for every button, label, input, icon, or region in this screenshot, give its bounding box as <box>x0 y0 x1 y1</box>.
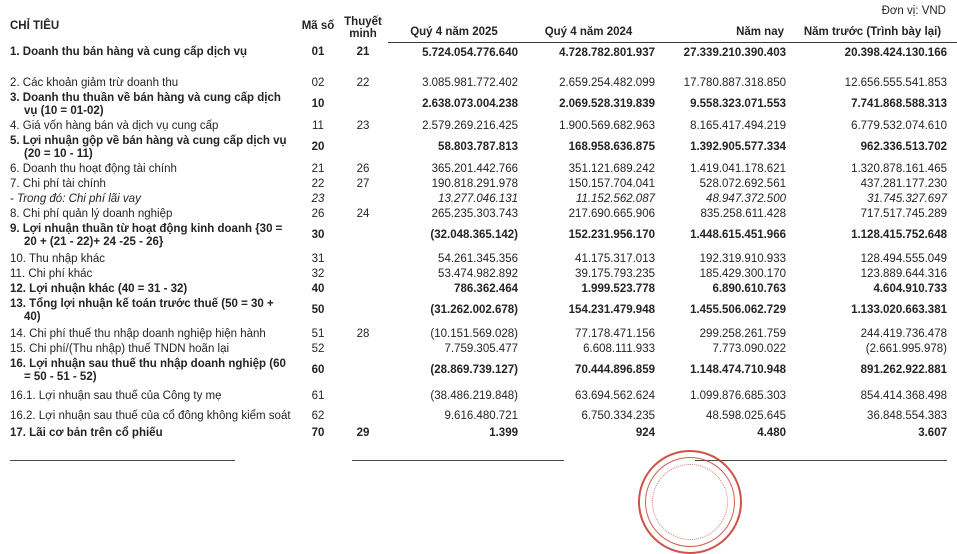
table-row <box>0 267 957 282</box>
cell-year-prior: 6.779.532.074.610 <box>851 119 947 132</box>
cell-year-prior: 7.741.868.588.313 <box>851 98 947 110</box>
cell-q4-2024: 150.157.704.041 <box>568 177 655 190</box>
cell-note <box>338 282 388 297</box>
cell-q4-2024: 168.958.636.875 <box>568 141 655 153</box>
cell-criteria: 8. Chi phí quản lý doanh nghiệp <box>10 207 173 220</box>
cell-year-prior: 3.607 <box>918 426 947 439</box>
cell-year-prior: (2.661.995.978) <box>865 342 947 355</box>
cell-criteria: 1. Doanh thu bán hàng và cung cấp dịch vụ <box>10 46 248 59</box>
red-seal-stamp <box>638 450 742 554</box>
cell-note: 27 <box>356 177 370 190</box>
cell-criteria: 6. Doanh thu hoạt động tài chính <box>10 162 177 175</box>
cell-code: 22 <box>311 177 325 190</box>
header-q4-2024: Quý 4 năm 2024 <box>520 16 657 42</box>
table-row <box>0 91 957 119</box>
cell-year-current: 185.429.300.170 <box>699 267 786 280</box>
cell-criteria: 14. Chi phí thuế thu nhập doanh nghiệp hiện hành <box>10 327 266 340</box>
cell-code: 10 <box>311 98 325 110</box>
table-row <box>0 325 957 342</box>
cell-year-current: 17.780.887.318.850 <box>683 76 786 89</box>
cell-code: 50 <box>311 304 325 316</box>
cell-criteria: 7. Chi phí tài chính <box>10 177 106 190</box>
cell-q4-2024: 1.999.523.778 <box>581 282 655 295</box>
cell-q4-2024: 924 <box>635 426 655 439</box>
header-year-prior: Năm trước (Trình bày lại) <box>788 16 957 42</box>
cell-year-current: 1.392.905.577.334 <box>690 141 786 153</box>
cell-year-prior: 128.494.555.049 <box>860 252 947 265</box>
cell-q4-2024: 41.175.317.013 <box>575 252 655 265</box>
table-row <box>0 67 957 91</box>
cell-q4-2025: 3.085.981.772.402 <box>422 76 518 89</box>
cell-year-current: 6.890.610.763 <box>712 282 786 295</box>
cell-note <box>338 406 388 424</box>
cell-code: 32 <box>311 267 325 280</box>
cell-q4-2025: 265.235.303.743 <box>431 207 518 220</box>
unit-label: Đơn vị: VND <box>881 5 946 17</box>
cell-q4-2024: 70.444.896.859 <box>575 364 655 376</box>
cell-q4-2024: 217.690.665.906 <box>568 207 655 220</box>
cell-criteria: 5. Lợi nhuận gộp về bán hàng và cung cấp dịch vụ (20 = 10 - 11) <box>10 134 287 160</box>
cell-code: 21 <box>311 162 325 175</box>
header-year-current: Năm nay <box>657 16 788 42</box>
cell-q4-2024: 6.608.111.933 <box>583 342 655 355</box>
table-row <box>0 207 957 222</box>
cell-year-prior: 437.281.177.230 <box>860 177 947 190</box>
cell-note: 24 <box>356 207 370 220</box>
cell-criteria: 10. Thu nhập khác <box>10 252 106 265</box>
table-row <box>0 357 957 385</box>
cell-year-prior: 244.419.736.478 <box>860 327 947 340</box>
cell-year-prior: 20.398.424.130.166 <box>844 46 947 59</box>
cell-note <box>338 342 388 357</box>
cell-code: 40 <box>311 282 325 295</box>
cell-criteria: 16.1. Lợi nhuận sau thuế của Công ty mẹ <box>10 389 222 402</box>
cell-q4-2025: (31.262.002.678) <box>430 304 518 316</box>
table-row <box>0 222 957 250</box>
cell-code: 70 <box>311 426 325 439</box>
cell-q4-2025: (38.486.219.848) <box>430 389 518 402</box>
cell-q4-2024: 351.121.689.242 <box>568 162 655 175</box>
cell-year-current: 1.455.506.062.729 <box>690 304 786 316</box>
cell-q4-2024: 2.659.254.482.099 <box>559 76 655 89</box>
header-q4-2025: Quý 4 năm 2025 <box>388 16 520 42</box>
cell-year-current: 192.319.910.933 <box>699 252 786 265</box>
cell-year-prior: 1.133.020.663.381 <box>851 304 947 316</box>
cell-criteria: 12. Lợi nhuận khác (40 = 31 - 32) <box>10 282 188 295</box>
cell-q4-2024: 6.750.334.235 <box>581 409 655 422</box>
income-statement-table <box>0 16 957 443</box>
cell-year-prior: 962.336.513.702 <box>860 141 947 153</box>
cell-year-prior: 31.745.327.697 <box>867 192 947 205</box>
cell-q4-2025: 9.616.480.721 <box>444 409 518 422</box>
header-code: Mã số <box>301 20 335 32</box>
cell-code: 20 <box>311 141 325 153</box>
cell-q4-2024: 77.178.471.156 <box>575 327 655 340</box>
cell-code: 26 <box>311 207 325 220</box>
cell-code: 11 <box>312 119 324 132</box>
cell-q4-2025: (28.869.739.127) <box>430 364 518 376</box>
cell-year-prior: 854.414.368.498 <box>860 389 947 402</box>
cell-year-prior: 36.848.554.383 <box>867 409 947 422</box>
cell-year-current: 1.099.876.685.303 <box>690 389 786 402</box>
table-row <box>0 42 957 67</box>
cell-year-prior: 1.320.878.161.465 <box>851 162 947 175</box>
cell-note <box>338 297 388 325</box>
cell-year-current: 835.258.611.428 <box>700 207 786 220</box>
cell-note: 21 <box>356 46 370 59</box>
cell-code: 52 <box>311 342 325 355</box>
cell-criteria: 16.2. Lợi nhuận sau thuế của cổ đông không kiểm soát <box>10 409 291 422</box>
cell-criteria: 2. Các khoản giảm trừ doanh thu <box>10 76 179 89</box>
cell-code: 01 <box>311 46 325 59</box>
table-row <box>0 134 957 162</box>
cell-criteria: - Trong đó: Chi phí lãi vay <box>10 192 141 205</box>
cell-note <box>338 91 388 119</box>
table-row <box>0 342 957 357</box>
cell-year-current: 299.258.261.759 <box>699 327 786 340</box>
cell-year-current: 1.448.615.451.966 <box>690 229 786 241</box>
cell-q4-2025: 7.759.305.477 <box>444 342 518 355</box>
cell-year-prior: 4.604.910.733 <box>873 282 947 295</box>
cell-q4-2024: 39.175.793.235 <box>575 267 655 280</box>
cell-q4-2024: 154.231.479.948 <box>568 304 655 316</box>
cell-year-current: 4.480 <box>757 426 786 439</box>
bottom-rule-middle <box>352 460 564 461</box>
table-row <box>0 385 957 406</box>
cell-criteria: 13. Tổng lợi nhuận kế toán trước thuế (50 = 30 + 40) <box>10 297 274 323</box>
table-row <box>0 297 957 325</box>
cell-criteria: 4. Giá vốn hàng bán và dịch vụ cung cấp <box>10 119 219 132</box>
cell-criteria: 15. Chi phí/(Thu nhập) thuế TNDN hoãn lại <box>10 342 230 355</box>
cell-q4-2024: 4.728.782.801.937 <box>559 46 655 59</box>
cell-q4-2025: 54.261.345.356 <box>438 252 518 265</box>
table-row <box>0 177 957 192</box>
cell-q4-2025: 786.362.464 <box>454 282 518 295</box>
cell-year-current: 48.947.372.500 <box>706 192 786 205</box>
cell-note <box>338 134 388 162</box>
table-row <box>0 282 957 297</box>
cell-note <box>338 357 388 385</box>
cell-year-current: 7.773.090.022 <box>712 342 786 355</box>
cell-code: 62 <box>311 409 325 422</box>
cell-criteria: 11. Chi phí khác <box>10 267 93 280</box>
header-criteria: CHỈ TIÊU <box>10 20 60 32</box>
cell-year-current: 48.598.025.645 <box>706 409 786 422</box>
cell-note: 22 <box>356 76 370 89</box>
bottom-rule-right <box>695 460 947 461</box>
table-row <box>0 119 957 134</box>
cell-year-current: 528.072.692.561 <box>699 177 786 190</box>
cell-note: 29 <box>356 426 370 439</box>
bottom-rule-left <box>10 460 235 461</box>
cell-q4-2024: 11.152.562.087 <box>575 192 655 205</box>
header-note: Thuyết minh <box>344 16 382 40</box>
cell-year-current: 9.558.323.071.553 <box>690 98 786 110</box>
cell-q4-2025: 2.579.269.216.425 <box>422 119 518 132</box>
header-row <box>0 16 957 42</box>
cell-q4-2025: 365.201.442.766 <box>431 162 518 175</box>
cell-note <box>338 192 388 207</box>
table-row <box>0 162 957 177</box>
cell-note <box>338 385 388 406</box>
table-row <box>0 406 957 424</box>
cell-q4-2025: 2.638.073.004.238 <box>422 98 518 110</box>
cell-note: 26 <box>356 162 370 175</box>
cell-q4-2024: 63.694.562.624 <box>575 389 655 402</box>
cell-q4-2024: 2.069.528.319.839 <box>559 98 655 110</box>
cell-code: 51 <box>311 327 325 340</box>
cell-code: 31 <box>311 252 325 265</box>
cell-year-current: 1.419.041.178.621 <box>690 162 786 175</box>
table-row <box>0 250 957 267</box>
cell-year-current: 8.165.417.494.219 <box>690 119 786 132</box>
cell-q4-2025: 53.474.982.892 <box>438 267 518 280</box>
cell-note <box>338 250 388 267</box>
cell-year-prior: 717.517.745.289 <box>860 207 947 220</box>
cell-code: 61 <box>311 389 325 402</box>
cell-criteria: 9. Lợi nhuận thuần từ hoạt động kinh doanh {30 = 20 + (21 - 22)+ 24 -25 - 26} <box>10 222 283 248</box>
cell-code: 60 <box>311 364 325 376</box>
cell-q4-2025: 58.803.787.813 <box>438 141 518 153</box>
table-row <box>0 192 957 207</box>
cell-note: 28 <box>356 327 370 340</box>
cell-criteria: 16. Lợi nhuận sau thuế thu nhập doanh nghiệp (60 = 50 - 51 - 52) <box>10 357 286 383</box>
table-row <box>0 424 957 443</box>
cell-year-current: 27.339.210.390.403 <box>683 46 786 59</box>
cell-q4-2025: 1.399 <box>489 426 518 439</box>
cell-note <box>338 222 388 250</box>
cell-code: 30 <box>311 229 325 241</box>
cell-q4-2024: 152.231.956.170 <box>568 229 655 241</box>
cell-year-prior: 1.128.415.752.648 <box>851 229 947 241</box>
cell-code: 23 <box>311 192 325 205</box>
cell-q4-2025: 13.277.046.131 <box>438 192 518 205</box>
cell-criteria: 3. Doanh thu thuần về bán hàng và cung cấp dịch vụ (10 = 01-02) <box>10 91 281 117</box>
cell-q4-2025: 5.724.054.776.640 <box>422 46 518 59</box>
cell-note: 23 <box>356 119 370 132</box>
cell-year-prior: 12.656.555.541.853 <box>844 76 947 89</box>
cell-q4-2025: (10.151.569.028) <box>430 327 518 340</box>
cell-q4-2024: 1.900.569.682.963 <box>559 119 655 132</box>
cell-year-prior: 123.889.644.316 <box>860 267 947 280</box>
cell-year-current: 1.148.474.710.948 <box>690 364 786 376</box>
cell-note <box>338 267 388 282</box>
cell-code: 02 <box>311 76 325 89</box>
cell-criteria: 17. Lãi cơ bản trên cổ phiếu <box>10 426 163 439</box>
cell-q4-2025: (32.048.365.142) <box>430 229 518 241</box>
cell-year-prior: 891.262.922.881 <box>860 364 947 376</box>
cell-q4-2025: 190.818.291.978 <box>431 177 518 190</box>
